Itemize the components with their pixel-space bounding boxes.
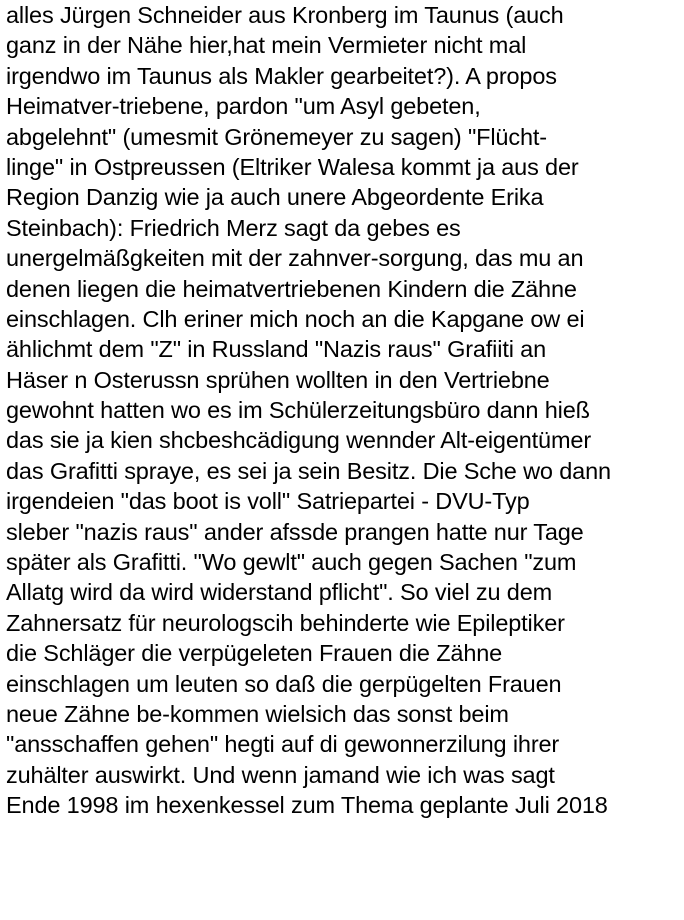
text-line: Zahnersatz für neurologscih behinderte wie Epileptiker <box>6 609 565 636</box>
text-line: neue Zähne be-kommen wielsich das sonst beim <box>6 700 509 727</box>
text-line: Heimatver-triebene, pardon "um Asyl gebeten, <box>6 93 481 120</box>
text-line: abgelehnt" (umesmit Grönemeyer zu sagen) "Flücht- <box>6 123 547 150</box>
text-line: einschlagen. Clh eriner mich noch an die Kapgane ow ei <box>6 305 585 332</box>
text-line: "ansschaffen gehen" hegti auf di gewonnerzilung ihrer <box>6 731 560 758</box>
text-line: Region Danzig wie ja auch unere Abgeordente Erika <box>6 184 544 211</box>
text-line: irgendeien "das boot is voll" Satriepartei - DVU-Typ <box>6 488 530 515</box>
text-line: die Schläger die verpügeleten Frauen die Zähne <box>6 640 503 667</box>
text-line: unergelmäßgkeiten mit der zahnver-sorgung, das mu an <box>6 245 584 272</box>
text-line: das sie ja kien shcbeshcädigung wennder Alt-eigentümer <box>6 427 591 454</box>
text-line: Häser n Osterussn sprühen wollten in den Vertriebne <box>6 366 550 393</box>
text-line: sleber "nazis raus" ander afssde prangen hatte nur Tage <box>6 518 584 545</box>
text-line: zuhälter auswirkt. Und wenn jamand wie ich was sagt <box>6 761 555 788</box>
text-line: denen liegen die heimatvertriebenen Kindern die Zähne <box>6 275 577 302</box>
text-line: gewohnt hatten wo es im Schülerzeitungsbüro dann hieß <box>6 397 590 424</box>
text-line: einschlagen um leuten so daß die gerpügelten Frauen <box>6 670 562 697</box>
text-line: später als Grafitti. "Wo gewlt" auch gegen Sachen "zum <box>6 549 577 576</box>
text-line: ganz in der Nähe hier,hat mein Vermieter nicht mal <box>6 32 527 59</box>
text-line: Allatg wird da wird widerstand pflicht". So viel zu dem <box>6 579 553 606</box>
text-line: ählichmt dem "Z" in Russland "Nazis raus" Grafiiti an <box>6 336 546 363</box>
text-line: linge" in Ostpreussen (Eltriker Walesa kommt ja aus der <box>6 153 579 180</box>
body-text <box>6 0 611 821</box>
text-line: Steinbach): Friedrich Merz sagt da gebes es <box>6 214 461 241</box>
text-line: das Grafitti spraye, es sei ja sein Besitz. Die Sche wo dann <box>6 457 611 484</box>
text-line: alles Jürgen Schneider aus Kronberg im Taunus (auch <box>6 2 564 28</box>
text-line: Ende 1998 im hexenkessel zum Thema geplante Juli 2018 <box>6 792 608 819</box>
text-line: irgendwo im Taunus als Makler gearbeitet?). A propos <box>6 62 557 89</box>
